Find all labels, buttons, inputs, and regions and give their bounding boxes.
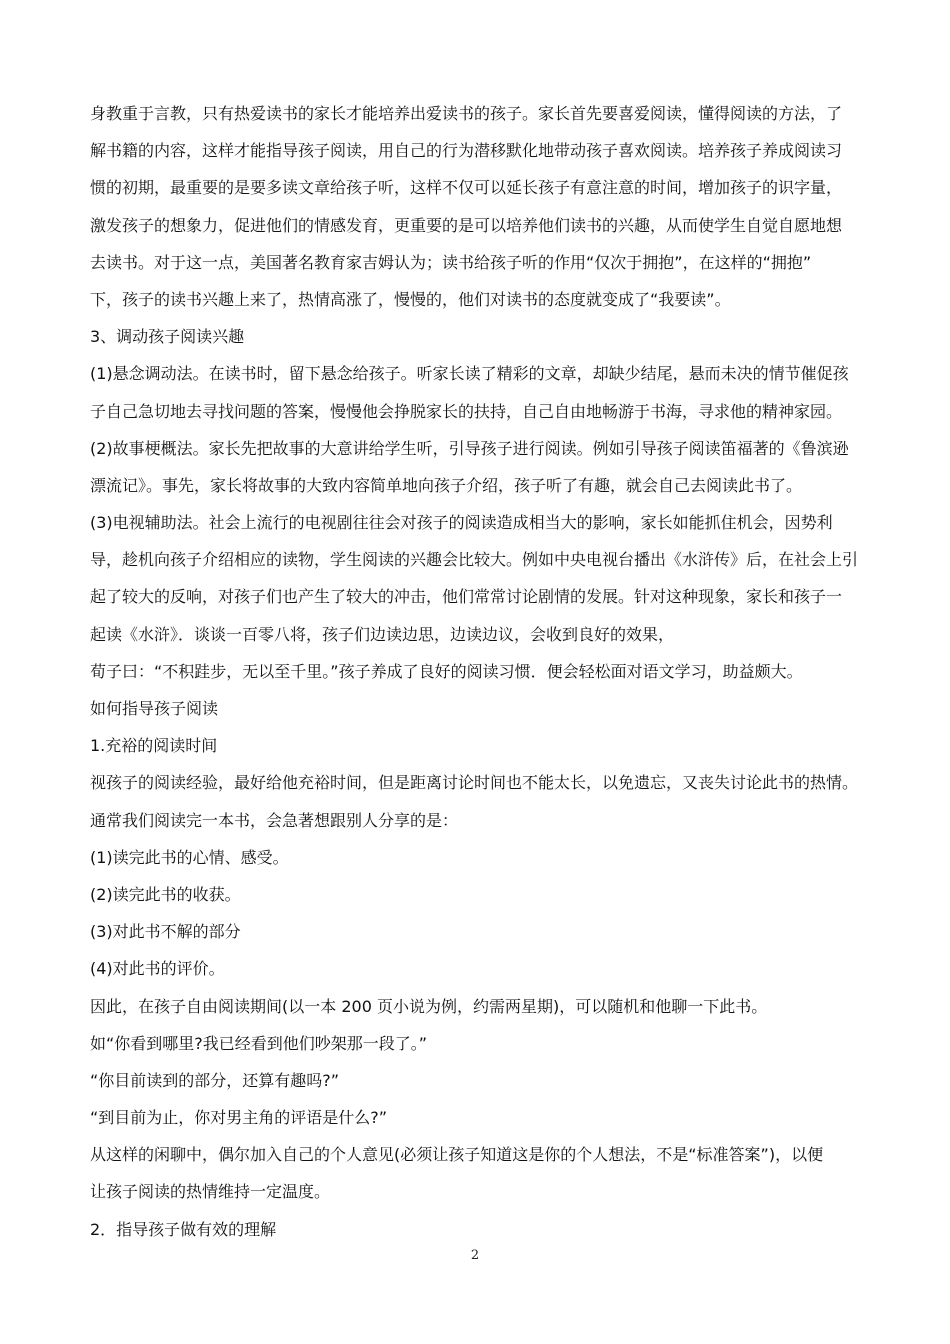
section-heading: 3、调动孩子阅读兴趣 bbox=[90, 327, 245, 347]
text-line: 解书籍的内容，这样才能指导孩子阅读，用自己的行为潜移默化地带动孩子喜欢阅读。培养孩子养成阅读习 bbox=[90, 141, 843, 161]
list-item: (2)读完此书的收获。 bbox=[90, 884, 241, 904]
text-line: 如“你看到哪里?我已经看到他们吵架那一段了。” bbox=[90, 1033, 428, 1053]
text-line: 让孩子阅读的热情维持一定温度。 bbox=[90, 1182, 331, 1202]
section-heading: 2．指导孩子做有效的理解 bbox=[90, 1219, 277, 1239]
section-heading: 1.充裕的阅读时间 bbox=[90, 736, 218, 756]
text-line: 起读《水浒》．谈谈一百零八将，孩子们边读边思，边读边议，会收到良好的效果， bbox=[90, 624, 675, 644]
text-line: (3)电视辅助法。社会上流行的电视剧往往会对孩子的阅读造成相当大的影响，家长如能抓住机会，因势利 bbox=[90, 513, 833, 533]
text-line: (2)故事梗概法。家长先把故事的大意讲给学生听，引导孩子进行阅读。例如引导孩子阅读笛福著的《鲁滨逊 bbox=[90, 438, 849, 458]
text-line: 通常我们阅读完一本书，会急著想跟别人分享的是： bbox=[90, 810, 459, 830]
page-number: 2 bbox=[470, 1248, 480, 1263]
text-line: “你目前读到的部分，还算有趣吗?” bbox=[90, 1070, 340, 1090]
body-text bbox=[90, 95, 870, 1248]
text-line: “到目前为止，你对男主角的评语是什么?” bbox=[90, 1108, 388, 1128]
text-line: 起了较大的反响，对孩子们也产生了较大的冲击，他们常常讨论剧情的发展。针对这种现象，家长和孩子一 bbox=[90, 587, 843, 607]
text-line: 激发孩子的想象力，促进他们的情感发育，更重要的是可以培养他们读书的兴趣，从而使学生自觉自愿地想 bbox=[90, 215, 843, 235]
text-line: 子自己急切地去寻找问题的答案，慢慢他会挣脱家长的扶持，自己自由地畅游于书海，寻求他的精神家园。 bbox=[90, 401, 843, 421]
text-line: 从这样的闲聊中，偶尔加入自己的个人意见(必须让孩子知道这是你的个人想法，不是“标准答案”)，以便 bbox=[90, 1145, 824, 1165]
text-line: 惯的初期，最重要的是要多读文章给孩子听，这样不仅可以延长孩子有意注意的时间，增加孩子的识字量， bbox=[90, 178, 843, 198]
text-line: (1)悬念调动法。在读书时，留下悬念给孩子。听家长读了精彩的文章，却缺少结尾，悬而未决的情节催促孩 bbox=[90, 364, 849, 384]
text-line: 因此，在孩子自由阅读期间(以一本 200 页小说为例，约需两星期)，可以随机和他聊一下此书。 bbox=[90, 996, 768, 1016]
text-line: 漂流记》。事先，家长将故事的大致内容简单地向孩子介绍，孩子听了有趣，就会自己去阅读此书了。 bbox=[90, 475, 803, 495]
list-item: (4)对此书的评价。 bbox=[90, 959, 225, 979]
text-line: 导，趁机向孩子介绍相应的读物，学生阅读的兴趣会比较大。例如中央电视台播出《水浒传》后，在社会上引 bbox=[90, 550, 859, 570]
list-item: (1)读完此书的心情、感受。 bbox=[90, 847, 289, 867]
text-line: 身教重于言教，只有热爱读书的家长才能培养出爱读书的孩子。家长首先要喜爱阅读，懂得阅读的方法，了 bbox=[90, 104, 843, 123]
section-heading: 如何指导孩子阅读 bbox=[90, 699, 219, 718]
text-line: 荀子曰：“不积跬步，无以至千里。”孩子养成了良好的阅读习惯．便会轻松面对语文学习，助益颇大。 bbox=[90, 661, 803, 681]
text-line: 去读书。对于这一点，美国著名教育家吉姆认为；读书给孩子听的作用“仅次于拥抱”，在这样的“拥抱” bbox=[90, 252, 812, 272]
list-item: (3)对此书不解的部分 bbox=[90, 922, 241, 942]
text-line: 视孩子的阅读经验，最好给他充裕时间，但是距离讨论时间也不能太长，以免遗忘，又丧失讨论此书的热情。 bbox=[90, 773, 859, 793]
text-line: 下，孩子的读书兴趣上来了，热情高涨了，慢慢的，他们对读书的态度就变成了“我要读”。 bbox=[90, 289, 731, 309]
